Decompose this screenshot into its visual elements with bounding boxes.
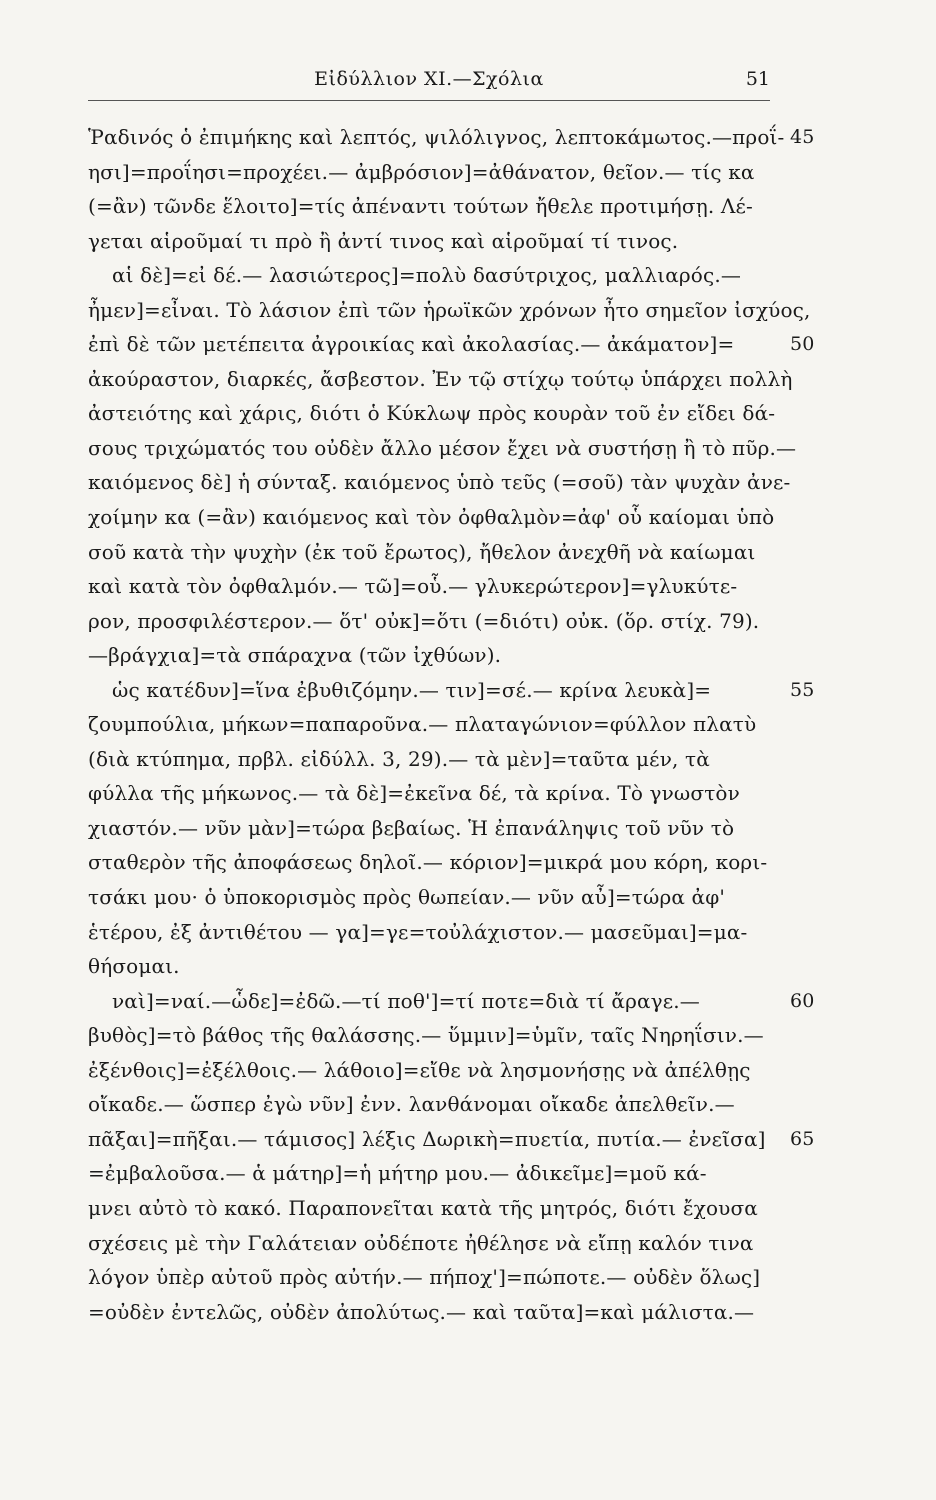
- text-line: [88, 431, 797, 466]
- header-rule: [88, 100, 770, 101]
- text-line: [88, 638, 778, 673]
- line-number: 65: [790, 1127, 815, 1150]
- line-text: σους τριχώματός του οὐδὲν ἄλλο μέσον ἔχει νὰ συστήσῃ ἢ τὸ πῦρ.—: [88, 435, 797, 460]
- text-line: [88, 984, 815, 1019]
- text-line: [88, 707, 778, 742]
- text-line: [88, 465, 791, 500]
- text-line: [88, 811, 778, 846]
- line-number: 60: [790, 989, 815, 1012]
- line-text: ὡς κατέδυν]=ἵνα ἐβυθιζόμην.— τιν]=σέ.— κρίνα λευκὰ]=: [112, 677, 712, 702]
- text-line: [88, 293, 811, 328]
- page-header: [88, 68, 770, 102]
- text-line: [88, 569, 778, 604]
- line-text: ἑτέρου, ἐξ ἀντιθέτου — γα]=γε=τοὐλάχιστον.— μασεῦμαι]=μα-: [88, 919, 748, 944]
- line-text: ἐξένθοις]=ἐξέλθοις.— λάθοιο]=εἴθε νὰ λησμονήσῃς νὰ ἀπέλθῃς: [88, 1057, 751, 1082]
- line-text: χιαστόν.— νῦν μὰν]=τώρα βεβαίως. Ἡ ἐπανάληψις τοῦ νῦν τὸ: [88, 815, 735, 840]
- text-line: [88, 1226, 778, 1261]
- text-line: [88, 1087, 778, 1122]
- text-line: [88, 1295, 778, 1330]
- line-number: 45: [790, 126, 815, 148]
- text-line: [88, 673, 815, 708]
- line-number: 55: [790, 678, 815, 701]
- line-text: λόγον ὑπὲρ αὐτοῦ πρὸς αὐτήν.— πήποχ']=πώποτε.— οὐδὲν ὅλως]: [88, 1265, 761, 1290]
- text-line: [88, 362, 793, 397]
- line-text: τσάκι μου· ὁ ὑποκορισμὸς πρὸς θωπείαν.— νῦν αὖ]=τώρα ἀφ': [88, 885, 726, 910]
- line-text: οἴκαδε.— ὥσπερ ἐγὼ νῦν] ἐνν. λανθάνομαι οἴκαδε ἀπελθεῖν.—: [88, 1092, 735, 1117]
- page-number: 51: [745, 68, 770, 90]
- line-text: ναὶ]=ναί.—ὧδε]=ἐδῶ.—τί ποθ']=τί ποτε=διὰ τί ἄραγε.—: [112, 988, 700, 1013]
- text-line: [88, 258, 778, 293]
- text-line: [88, 155, 778, 190]
- text-line: [88, 1018, 778, 1053]
- text-line: [88, 327, 815, 362]
- line-text: (=ἂν) τῶνδε ἕλοιτο]=τίς ἀπέναντι τούτων ἤθελε προτιμήσῃ. Λέ-: [88, 194, 753, 219]
- line-text: σχέσεις μὲ τὴν Γαλάτειαν οὐδέποτε ἠθέλησε νὰ εἴπῃ καλόν τινα: [88, 1230, 754, 1255]
- line-text: καιόμενος δὲ] ἡ σύνταξ. καιόμενος ὑπὸ τεῦς (=σοῦ) τὰν ψυχὰν ἀνε-: [88, 470, 791, 495]
- text-line: [88, 535, 778, 570]
- text-line: [88, 189, 778, 224]
- text-line: [88, 1053, 778, 1088]
- text-line: [88, 776, 778, 811]
- text-line: [88, 604, 778, 639]
- line-text: ἀκούραστον, διαρκές, ἄσβεστον. Ἐν τῷ στίχῳ τούτῳ ὑπάρχει πολλὴ: [88, 366, 793, 391]
- text-line: [88, 120, 815, 155]
- line-text: θήσομαι.: [88, 954, 180, 979]
- line-text: φύλλα τῆς μήκωνος.— τὰ δὲ]=ἐκεῖνα δέ, τὰ κρίνα. Τὸ γνωστὸν: [88, 781, 740, 806]
- text-line: [88, 915, 778, 950]
- line-text: αἱ δὲ]=εἰ δέ.— λασιώτερος]=πολὺ δασύτριχος, μαλλιαρός.—: [112, 263, 741, 288]
- line-text: μνει αὐτὸ τὸ κακό. Παραπονεῖται κατὰ τῆς μητρός, διότι ἔχουσα: [88, 1195, 758, 1220]
- line-text: =ἐμβαλοῦσα.— ἁ μάτηρ]=ἡ μήτηρ μου.— ἀδικεῖμε]=μοῦ κά-: [88, 1161, 707, 1186]
- text-line: [88, 1122, 815, 1157]
- text-line: [88, 845, 778, 880]
- line-text: βυθὸς]=τὸ βάθος τῆς θαλάσσης.— ὕμμιν]=ὑμῖν, ταῖς Νηρηΐσιν.—: [88, 1023, 764, 1048]
- line-number: 50: [790, 333, 815, 356]
- line-text: γεται αἱροῦμαί τι πρὸ ἢ ἀντί τινος καὶ αἱροῦμαί τί τινος.: [88, 228, 679, 253]
- line-text: χοίμην κα (=ἂν) καιόμενος καὶ τὸν ὀφθαλμὸν=ἀφ' οὗ καίομαι ὑπὸ: [88, 505, 775, 530]
- line-text: καὶ κατὰ τὸν ὀφθαλμόν.— τῶ]=οὗ.— γλυκερώτερον]=γλυκύτε-: [88, 574, 738, 599]
- line-text: ἀστειότης καὶ χάρις, διότι ὁ Κύκλωψ πρὸς κουρὰν τοῦ ἐν εἴδει δά-: [88, 401, 776, 426]
- line-text: σταθερὸν τῆς ἀποφάσεως δηλοῖ.— κόριον]=μικρά μου κόρη, κορι-: [88, 850, 768, 875]
- text-line: [88, 396, 778, 431]
- line-text: =οὐδὲν ἐντελῶς, οὐδὲν ἀπολύτως.— καὶ ταῦτα]=καὶ μάλιστα.—: [88, 1299, 755, 1324]
- text-line: [88, 500, 778, 535]
- line-text: ησι]=προΐησι=προχέει.— ἀμβρόσιον]=ἀθάνατον, θεῖον.— τίς κα: [88, 159, 755, 184]
- line-text: —βράγχια]=τὰ σπάραχνα (τῶν ἰχθύων).: [88, 643, 502, 668]
- line-text: ἦμεν]=εἶναι. Τὸ λάσιον ἐπὶ τῶν ἡρωϊκῶν χρόνων ἦτο σημεῖον ἰσχύος,: [88, 297, 811, 322]
- line-text: πᾶξαι]=πῆξαι.— τάμισος] λέξις Δωρικὴ=πυετία, πυτία.— ἐνεῖσα]: [88, 1126, 766, 1151]
- line-text: ἐπὶ δὲ τῶν μετέπειτα ἀγροικίας καὶ ἀκολασίας.— ἀκάματον]=: [88, 332, 735, 357]
- text-line: [88, 949, 778, 984]
- text-line: [88, 742, 778, 777]
- line-text: Ῥαδινός ὁ ἐπιμήκης καὶ λεπτός, ψιλόλιγνος, λεπτοκάμωτος.—προΐ-: [88, 125, 785, 149]
- line-text: ζουμπούλια, μήκων=παπαροῦνα.— πλαταγώνιον=φύλλον πλατὺ: [88, 712, 757, 737]
- text-line: [88, 880, 778, 915]
- line-text: (διὰ κτύπημα, πρβλ. εἰδύλλ. 3, 29).— τὰ μὲν]=ταῦτα μέν, τὰ: [88, 746, 710, 771]
- running-title: Εἰδύλλιον XI.—Σχόλια: [314, 68, 544, 90]
- line-text: ρον, προσφιλέστερον.— ὅτ' οὐκ]=ὅτι (=διότι) οὐκ. (ὅρ. στίχ. 79).: [88, 608, 760, 633]
- text-line: [88, 1156, 778, 1191]
- commentary-text: [88, 120, 815, 1329]
- text-line: [88, 224, 778, 259]
- text-line: [88, 1260, 778, 1295]
- line-text: σοῦ κατὰ τὴν ψυχὴν (ἐκ τοῦ ἔρωτος), ἤθελον ἀνεχθῆ νὰ καίωμαι: [88, 539, 756, 564]
- text-line: [88, 1191, 778, 1226]
